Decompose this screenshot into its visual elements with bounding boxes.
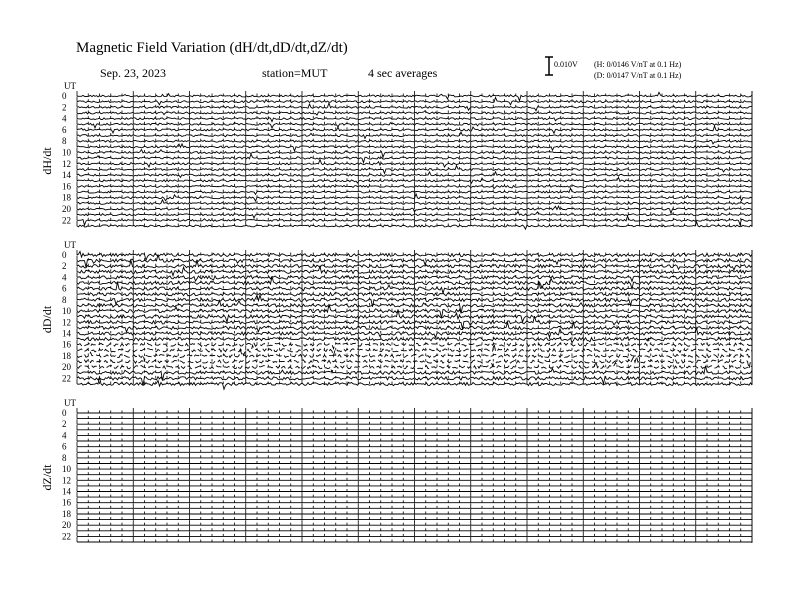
- ut-axis-label: UT: [64, 398, 76, 408]
- hour-tick-label: 22: [62, 215, 71, 226]
- hour-tick-label: 22: [62, 531, 71, 542]
- hour-tick-label: 6: [62, 441, 67, 452]
- hour-tick-label: 20: [62, 362, 71, 373]
- hour-tick-label: 2: [62, 261, 67, 272]
- scale-bar-value: 0.010V: [554, 60, 578, 69]
- chart-title: Magnetic Field Variation (dH/dt,dD/dt,dZ/dt): [76, 40, 348, 56]
- panel-1: [40, 240, 752, 389]
- hour-tick-label: 0: [62, 91, 67, 101]
- averaging-label: 4 sec averages: [368, 66, 438, 80]
- hour-tick-label: 14: [62, 328, 71, 339]
- hour-tick-label: 4: [62, 113, 67, 124]
- scale-bar-icon: [545, 57, 553, 75]
- hour-tick-label: 12: [62, 317, 71, 328]
- hour-tick-label: 20: [62, 520, 71, 531]
- hour-tick-label: 0: [62, 250, 67, 260]
- hour-tick-label: 6: [62, 283, 67, 294]
- hour-tick-label: 18: [62, 192, 71, 203]
- hour-tick-label: 16: [62, 497, 71, 508]
- panel-2: [40, 398, 752, 543]
- hour-tick-label: 10: [62, 147, 71, 158]
- panel-ylabel: dH/dt: [40, 147, 54, 175]
- hour-tick-label: 14: [62, 486, 71, 497]
- hour-tick-label: 12: [62, 158, 71, 169]
- hour-tick-label: 2: [62, 102, 67, 113]
- station-label: station=MUT: [262, 66, 328, 80]
- hour-tick-label: 0: [62, 408, 67, 418]
- hour-tick-label: 8: [62, 452, 67, 463]
- ut-axis-label: UT: [64, 240, 76, 250]
- date-label: Sep. 23, 2023: [100, 66, 166, 80]
- hour-tick-label: 16: [62, 339, 71, 350]
- hour-tick-label: 8: [62, 294, 67, 305]
- hour-tick-label: 18: [62, 508, 71, 519]
- hour-tick-label: 10: [62, 464, 71, 475]
- hour-tick-label: 8: [62, 136, 67, 147]
- ut-axis-label: UT: [64, 81, 76, 91]
- hour-tick-label: 16: [62, 181, 71, 192]
- hour-tick-label: 4: [62, 272, 67, 283]
- hour-tick-label: 18: [62, 350, 71, 361]
- hour-tick-label: 10: [62, 306, 71, 317]
- hour-tick-label: 2: [62, 419, 67, 430]
- hour-tick-label: 4: [62, 430, 67, 441]
- hour-tick-label: 14: [62, 170, 71, 181]
- panel-0: [40, 81, 752, 229]
- panel-ylabel: dD/dt: [40, 305, 54, 334]
- scale-bar-d-note: (D: 0/0147 V/nT at 0.1 Hz): [594, 71, 682, 80]
- panel-ylabel: dZ/dt: [40, 464, 54, 491]
- hour-tick-label: 6: [62, 124, 67, 135]
- hour-tick-label: 12: [62, 475, 71, 486]
- hour-tick-label: 22: [62, 373, 71, 384]
- scale-bar-h-note: (H: 0/0146 V/nT at 0.1 Hz): [594, 60, 682, 69]
- hour-tick-label: 20: [62, 204, 71, 215]
